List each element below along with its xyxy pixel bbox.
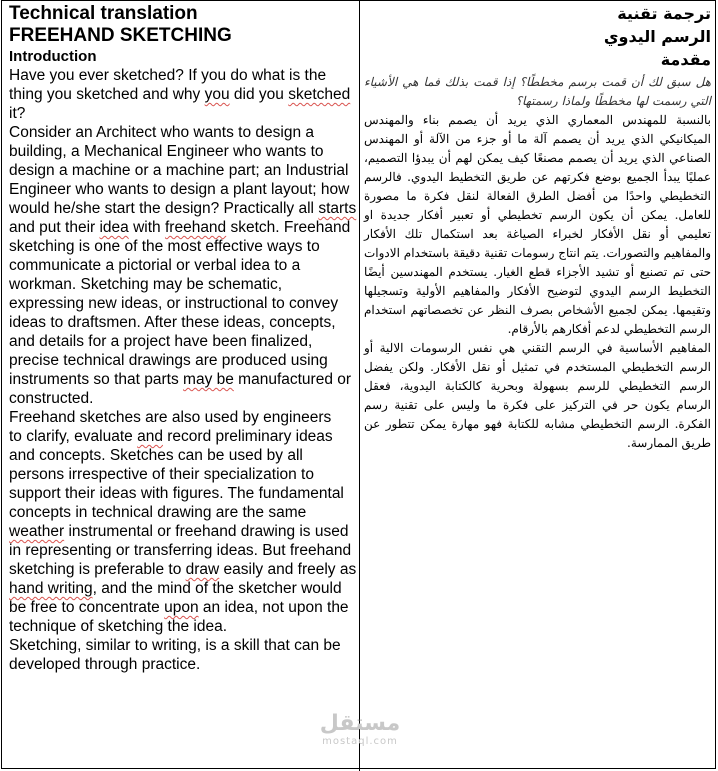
text-run: to clarify, evaluate [9,428,138,445]
text-run: did you [229,86,289,103]
mostaql-watermark [310,712,410,748]
text-run: and put their [9,219,100,236]
arabic-body [364,73,711,453]
text-run: it? [9,105,26,122]
text-run: with [128,219,165,236]
text-run: record preliminary ideas and concepts. Sketches can be used by all persons irrespective of their specialization to support their ideas with figures. The fundamental concepts in technical drawing are the same [9,428,344,521]
arabic-subtitle: الرسم اليدوي [603,27,711,46]
english-paragraph-3 [9,427,357,636]
flagged-word: freehand [164,219,227,236]
flagged-word: idea [99,219,129,236]
arabic-paragraph-3: المفاهيم الأساسية في الرسم التقني هي نفس الرسومات الالية أو الرسم التخطيطي المستخدم في تمثيل أو نقل الأفكار. ولكن يفضل الرسم التخطيطي للرسم بسهولة وبحرية كالكتابة اليدوية، فعقل الرسام يكون حر في التركيز على فكرة ما وليس على تقنية رسم الفكرة. الرسم التخطيطي مشابه للكتابة فهو مهارة يمكن تتطور عن طريق الممارسة. [364,341,711,450]
english-subtitle: FREEHAND SKETCHING [9,25,232,46]
text-run: Have you ever sketched? If you do what is the thing you sketched and why [9,67,327,103]
arabic-paragraph-2: بالنسبة للمهندس المعماري الذي يريد أن يصمم بناء والمهندس الميكانيكي الذي يريد أن يصمم آلة ما أو جزء من الآلة أو المهندس الصناعي الذي يريد أن يصمم مصنعًا كيف يمكن لهم أن يبدؤا التصميم، عمليًا يبدأ الجميع بوضع فكرتهم عن طريق التخطيط اليدوي. فالرسم التخطيطي واحدًا من أفضل الطرق الفعالة لنقل فكرة ما مصورة للعامل. يمكن أن يكون الرسم تخطيطي أو تعبير أفكار جديدة او تعليمي أو نقل الأفكار لخبراء الصياغة بعد استكمال تلك الأفكار والمفاهيم والتصورات. يتم انتاج رسومات تقنية دقيقة باستخدام الادوات حتى تم تصنيع أو تشيد الأجزاء قطع الغيار. يستخدم المهندسين أيضًا التخطيط الرسم اليدوي لتوضيح الأفكار والمفاهيم الأولية وتسجيلها وتقيمها. يمكن لجميع الأشخاص بصرف النظر عن تخصصاتهم استخدام الرسم التخطيطي لدعم أفكارهم بالأرقام. [364,113,711,336]
english-paragraph-2 [9,123,357,408]
flagged-word: sketched [288,86,351,103]
english-paragraph-4: Sketching, similar to writing, is a skill that can be developed through practice. [9,637,341,673]
english-paragraph-1 [9,66,357,123]
text-run: instrumental or freehand drawing is used in representing or transferring ideas. But freehand sketching is preferable to [9,523,352,578]
watermark-logo-text: مستقل [319,711,401,736]
arabic-column [364,2,711,453]
english-title: Technical translation [9,3,198,24]
flagged-word: weather [9,523,65,540]
arabic-section-heading: مقدمة [660,50,711,69]
english-section-heading: Introduction [9,48,97,65]
column-divider [359,0,360,771]
text-run: easily and freely as [219,561,357,578]
english-column [9,3,357,674]
arabic-title: ترجمة تقنية [617,4,711,23]
text-run: Consider an Architect who wants to design a building, a Mechanical Engineer who wants to design a machine or a machine part; an Industrial Engineer who wants to design a plant layout; how would he/she start the design? Practically all [9,124,350,217]
text-run: an idea, not upon the technique of sketching the idea. [9,599,349,635]
arabic-paragraph-1: هل سبق لك أن قمت برسم مخططًا؟ إذا قمت بذلك فما هي الأشياء التي رسمت لها مخططًا ولماذا رسمتها؟ [364,75,711,108]
english-body [9,66,357,674]
watermark-domain: mostaql.com [322,736,398,747]
flagged-word: upon [164,599,199,616]
text-run: sketch. Freehand sketching is one of the most effective ways to communicate a pictorial or verbal idea to a workman. Sketching may be schematic, expressing new ideas, or instructional to convey ideas to draftsmen. After these ideas, concepts, and details for a project have been finalized, precise technical drawings are produced using instruments so that parts [9,219,351,388]
flagged-word: may be [183,371,234,388]
flagged-word: draw [185,561,220,578]
flagged-word: you [204,86,230,103]
text-run: manufactured or constructed. [9,371,352,407]
text-run: , and the mind of the sketcher would be free to concentrate [9,580,342,616]
flagged-word: and [137,428,163,445]
flagged-word: hand writing [9,580,93,597]
english-paragraph-3a: Freehand sketches are also used by engineers [9,409,332,426]
flagged-word: starts [318,200,357,217]
